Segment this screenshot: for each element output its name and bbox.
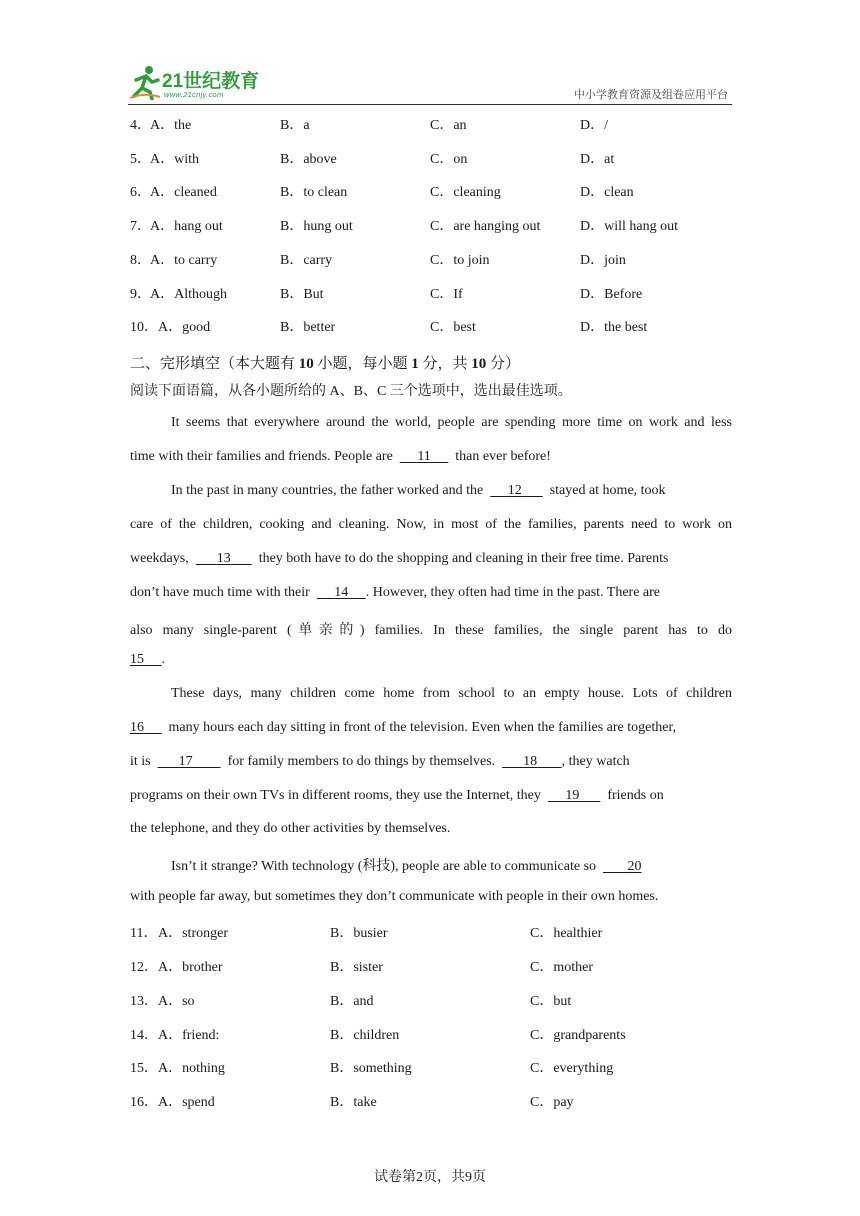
passage-line: 16 many hours each day sitting in front of the television. Even when the families are together,	[130, 720, 677, 735]
option-b: B．something	[330, 1061, 412, 1076]
question-number: 8．	[130, 253, 151, 268]
question-number: 9．	[130, 287, 151, 302]
option-c: C．to join	[430, 253, 490, 268]
question-number: 4．	[130, 118, 151, 133]
question-number: 13．	[130, 994, 158, 1009]
option-b: B．better	[280, 320, 336, 335]
option-c: C．are hanging out	[430, 219, 541, 234]
question-number: 10．	[130, 320, 158, 335]
blank-16: 16	[130, 720, 144, 735]
section-instruction: 阅读下面语篇，从各小题所给的 A、B、C 三个选项中，选出最佳选项。	[130, 384, 572, 399]
passage-line: 15 .	[130, 652, 165, 667]
question-number: 11．	[130, 926, 158, 941]
passage-line: time with their families and friends. People are 11 than ever before!	[130, 449, 551, 464]
question-number: 12．	[130, 960, 158, 975]
logo-url: www.21cnjy.com	[164, 90, 224, 99]
header-tagline: 中小学教育资源及组卷应用平台	[574, 88, 728, 101]
option-b: B．hung out	[280, 219, 353, 234]
option-a: A．stronger	[158, 926, 228, 941]
page-footer: 试卷第2页，共9页	[374, 1170, 486, 1185]
page-header	[128, 62, 732, 105]
blank-17: 17	[178, 754, 193, 769]
option-a: A．the	[150, 118, 192, 133]
blank-20: 20	[627, 859, 642, 874]
option-b: B．sister	[330, 960, 383, 975]
option-b: B．take	[330, 1095, 377, 1110]
option-c: C．cleaning	[430, 185, 501, 200]
passage-line: with people far away, but sometimes they don’t communicate with people in their own homes.	[130, 889, 659, 904]
option-a: A．brother	[158, 960, 223, 975]
option-a: A．cleaned	[150, 185, 217, 200]
passage-line: Isn’t it strange? With technology (科技), people are able to communicate so 20	[171, 859, 642, 874]
passage-line: care of the children, cooking and cleaning. Now, in most of the families, parents need to work on	[130, 517, 732, 532]
question-number: 7．	[130, 219, 151, 234]
passage-line: also many single-parent (单亲的) families. In these families, the single parent has to do	[130, 623, 732, 638]
runner-logo-icon	[128, 64, 162, 100]
passage-line: it is 17 for family members to do things by themselves. 18 , they watch	[130, 754, 630, 769]
passage-line: programs on their own TVs in different rooms, they use the Internet, they 19 friends on	[130, 788, 664, 803]
option-c: C．pay	[530, 1095, 574, 1110]
option-c: C．grandparents	[530, 1028, 626, 1043]
blank-15: 15	[130, 652, 144, 667]
blank-19: 19	[565, 788, 580, 803]
blank-11: 11	[417, 449, 431, 464]
option-b: B．busier	[330, 926, 388, 941]
passage-line: the telephone, and they do other activities by themselves.	[130, 821, 451, 836]
option-c: C．an	[430, 118, 467, 133]
blank-14: 14	[334, 585, 349, 600]
option-d: D．join	[580, 253, 626, 268]
logo-text: 21世纪教育	[162, 71, 260, 92]
option-c: C．everything	[530, 1061, 614, 1076]
blank-12: 12	[507, 483, 522, 498]
option-a: A．friend:	[158, 1028, 220, 1043]
option-a: A．spend	[158, 1095, 215, 1110]
logo	[128, 64, 268, 100]
passage-line: In the past in many countries, the father worked and the 12 stayed at home, took	[171, 483, 666, 498]
option-d: D．clean	[580, 185, 634, 200]
option-b: B．children	[330, 1028, 400, 1043]
passage-line: don’t have much time with their 14 . However, they often had time in the past. There are	[130, 585, 661, 600]
question-number: 14．	[130, 1028, 158, 1043]
question-number: 6．	[130, 185, 151, 200]
option-c: C．on	[430, 152, 468, 167]
option-b: B．and	[330, 994, 374, 1009]
option-a: A．good	[158, 320, 211, 335]
option-c: C．but	[530, 994, 572, 1009]
option-b: B．But	[280, 287, 324, 302]
option-d: D．/	[580, 118, 608, 133]
question-number: 16．	[130, 1095, 158, 1110]
blank-18: 18	[523, 754, 538, 769]
passage-line: weekdays, 13 they both have to do the shopping and cleaning in their free time. Parents	[130, 551, 669, 566]
option-a: A．hang out	[150, 219, 223, 234]
option-a: A．Although	[150, 287, 227, 302]
option-b: B．to clean	[280, 185, 348, 200]
option-c: C．If	[430, 287, 463, 302]
option-b: B．a	[280, 118, 310, 133]
option-d: D．at	[580, 152, 615, 167]
option-c: C．healthier	[530, 926, 603, 941]
option-b: B．carry	[280, 253, 333, 268]
option-c: C．best	[430, 320, 476, 335]
option-a: A．so	[158, 994, 195, 1009]
option-a: A．nothing	[158, 1061, 225, 1076]
passage-line: It seems that everywhere around the world, people are spending more time on work and less	[171, 415, 732, 430]
question-number: 15．	[130, 1061, 158, 1076]
question-number: 5．	[130, 152, 151, 167]
option-d: D．Before	[580, 287, 643, 302]
section-title: 二、完形填空（本大题有 10 小题，每小题 1 分，共 10 分）	[130, 356, 521, 372]
option-a: A．to carry	[150, 253, 218, 268]
blank-13: 13	[216, 551, 231, 566]
passage-line: These days, many children come home from school to an empty house. Lots of children	[171, 686, 732, 701]
option-b: B．above	[280, 152, 337, 167]
option-c: C．mother	[530, 960, 593, 975]
option-d: D．the best	[580, 320, 648, 335]
option-d: D．will hang out	[580, 219, 678, 234]
option-a: A．with	[150, 152, 199, 167]
